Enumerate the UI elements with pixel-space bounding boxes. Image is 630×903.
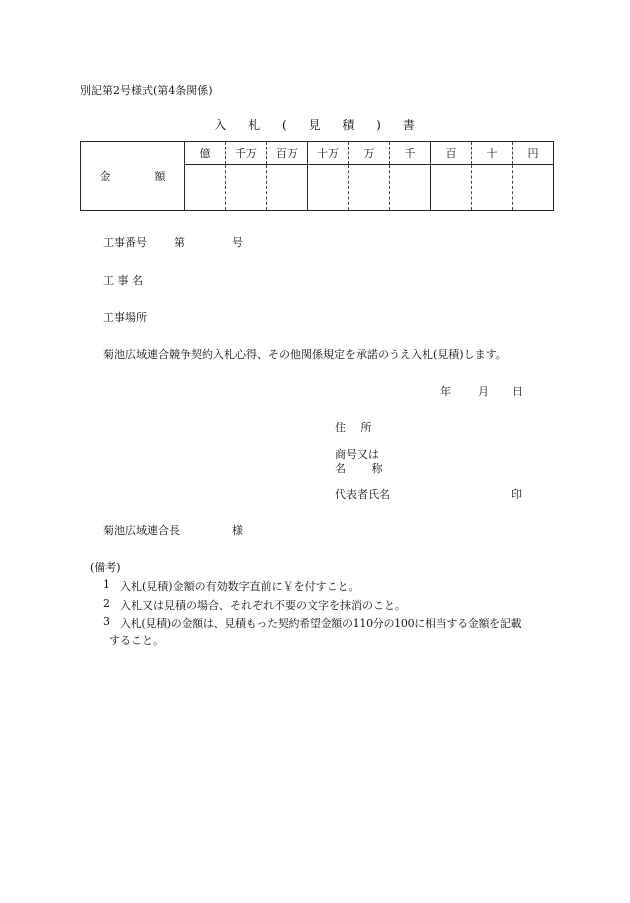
note-text: 入札(見積)金額の有効数字直前に￥を付すこと。 (120, 580, 360, 593)
amount-label-left: 金 (99, 170, 111, 183)
amount-table (80, 141, 554, 211)
title-char: 見 (308, 118, 322, 132)
agreement-statement: 菊池広域連合競争契約入札心得、その他関係規定を承諾のうえ入札(見積)します。 (103, 348, 507, 361)
digit-header: 千万 (226, 142, 267, 165)
note-text-continuation: すること。 (109, 634, 164, 647)
digit-cell[interactable] (349, 165, 390, 211)
addressee-name: 菊池広域連合長 (103, 524, 180, 537)
title-char: ) (376, 118, 382, 132)
digit-cell[interactable] (308, 165, 349, 211)
digit-header: 億 (185, 142, 226, 165)
date-month: 月 (478, 385, 489, 398)
note-text: 入札(見積)の金額は、見積もった契約希望金額の110分の100に相当する金額を記載 (120, 617, 522, 630)
note-number: 1 (103, 578, 110, 591)
form-id: 別記第2号様式(第4条関係) (80, 84, 213, 97)
digit-cell[interactable] (226, 165, 267, 211)
notes-heading: (備考) (90, 561, 121, 574)
digit-cell[interactable] (185, 165, 226, 211)
title-char: ( (281, 118, 288, 132)
digit-header: 円 (513, 142, 554, 165)
addressee-honorific: 様 (232, 524, 243, 537)
digit-header: 十万 (308, 142, 349, 165)
address-label: 住 所 (335, 421, 372, 434)
digit-cell[interactable] (513, 165, 554, 211)
title-char: 書 (402, 118, 416, 132)
digit-cell[interactable] (267, 165, 308, 211)
title-char: 札 (248, 118, 262, 132)
digit-header: 十 (472, 142, 513, 165)
work-number-label: 工事番号 (103, 236, 147, 249)
note-number: 3 (103, 615, 110, 628)
note-text: 入札又は見積の場合、それぞれ不要の文字を抹消のこと。 (120, 599, 406, 612)
digit-cell[interactable] (431, 165, 472, 211)
title-char: 入 (214, 118, 228, 132)
work-number-suffix: 号 (232, 236, 243, 249)
amount-label-right: 額 (154, 170, 166, 183)
trade-name-label-2: 名 称 (335, 462, 383, 475)
note-number: 2 (103, 597, 110, 610)
amount-label (81, 142, 185, 211)
work-location-label: 工事場所 (103, 311, 147, 324)
digit-header: 万 (349, 142, 390, 165)
title-char: 積 (342, 118, 356, 132)
date-year: 年 (440, 385, 451, 398)
work-number-prefix: 第 (174, 236, 185, 249)
digit-cell[interactable] (390, 165, 431, 211)
digit-header: 百 (431, 142, 472, 165)
digit-cell[interactable] (472, 165, 513, 211)
date-day: 日 (512, 385, 523, 398)
work-name-label: 工 事 名 (103, 274, 143, 287)
trade-name-label-1: 商号又は (335, 448, 379, 461)
document-title (0, 116, 630, 133)
digit-header: 百万 (267, 142, 308, 165)
representative-label: 代表者氏名 (335, 488, 390, 501)
digit-header: 千 (390, 142, 431, 165)
seal-mark: 印 (511, 488, 522, 501)
